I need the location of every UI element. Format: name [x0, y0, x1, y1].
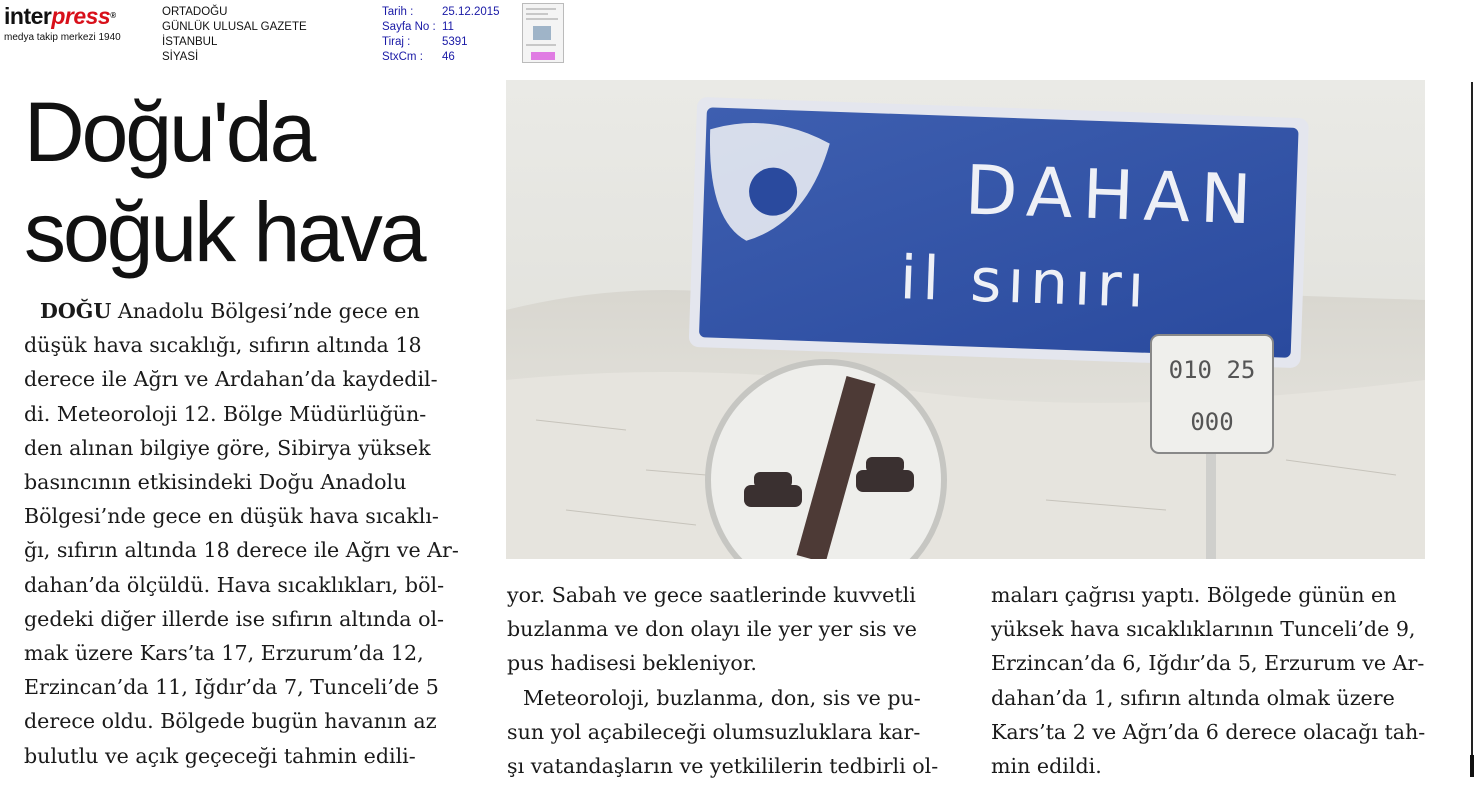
page-thumbnail[interactable]: [522, 3, 564, 63]
page-edge-marker: [1470, 755, 1474, 777]
article-line: mak üzere Kars’ta 17, Erzurum’da 12,: [24, 641, 424, 666]
km-marker-top: 010 25: [1168, 356, 1256, 384]
article-line: yor. Sabah ve gece saatlerinde kuvvetli: [507, 583, 916, 607]
meta-date-label: Tarih :: [382, 6, 414, 18]
article-line: min edildi.: [991, 754, 1102, 779]
article-line: sun yol açabileceği olumsuzluklara kar-: [507, 719, 921, 744]
article-line: di. Meteoroloji 12. Bölge Müdürlüğün-: [24, 401, 427, 426]
article-line: den alınan bilgiye göre, Sibirya yüksek: [24, 435, 431, 460]
publication-city: İSTANBUL: [162, 36, 218, 48]
article-line: yüksek hava sıcaklıklarının Tunceli’de 9,: [991, 617, 1416, 642]
article-line: şı vatandaşların ve yetkililerin tedbirli ol-: [507, 754, 939, 779]
article-column-1: [24, 294, 459, 773]
meta-stxcm-label: StxCm :: [382, 51, 423, 63]
article-column-3: [991, 578, 1425, 783]
article-headline: [24, 82, 494, 282]
snowy-road-sign-image: [506, 80, 1425, 559]
meta-date-value: 25.12.2015: [442, 6, 500, 18]
publication-type: GÜNLÜK ULUSAL GAZETE: [162, 21, 307, 33]
publication-name: ORTADOĞU: [162, 6, 228, 18]
article-line: Erzincan’da 11, Iğdır’da 7, Tunceli’de 5: [24, 675, 439, 700]
meta-stxcm-value: 46: [442, 51, 455, 63]
article-line: Erzincan’da 6, Iğdır’da 5, Erzurum ve Ar-: [991, 651, 1425, 676]
sign-text-line-2: il sınırı: [898, 243, 1152, 322]
article-line: Kars’ta 2 ve Ağrı’da 6 derece olacağı tah-: [991, 719, 1426, 744]
article-line: düşük hava sıcaklığı, sıfırın altında 18: [24, 333, 422, 358]
logo-wordmark: interpress®: [4, 3, 116, 29]
article-line: derece ile Ağrı ve Ardahan’da kaydedil-: [24, 367, 438, 392]
publication-info: [162, 5, 307, 65]
lead-word: DOĞU: [40, 299, 112, 323]
article-line: maları çağrısı yaptı. Bölgede günün en: [991, 583, 1397, 607]
article-photo: [506, 80, 1425, 559]
article-line: dahan’da ölçüldü. Hava sıcaklıkları, böl-: [24, 572, 445, 597]
meta-page-label: Sayfa No :: [382, 21, 436, 33]
km-marker-bottom: 000: [1190, 408, 1234, 436]
article-line: ğı, sıfırın altında 18 derece ile Ağrı ve Ar-: [24, 538, 459, 563]
article-line: basıncının etkisindeki Doğu Anadolu: [24, 470, 407, 495]
headline-line-1: Doğu'da: [24, 85, 314, 179]
logo-tagline: medya takip merkezi 1940: [4, 32, 121, 43]
article-line: dahan’da 1, sıfırın altında olmak üzere: [991, 685, 1395, 710]
article-line: gedeki diğer illerde ise sıfırın altında ol-: [24, 606, 445, 631]
article-column-2: [507, 578, 938, 783]
article-line: DOĞU Anadolu Bölgesi’nde gece en: [40, 299, 420, 323]
clipping-meta: [382, 5, 500, 65]
article-line: bulutlu ve açık geçeceği tahmin edili-: [24, 743, 416, 768]
meta-page-value: 11: [442, 21, 454, 33]
publication-category: SİYASİ: [162, 51, 199, 63]
meta-circulation-value: 5391: [442, 36, 468, 48]
article-line: pus hadisesi bekleniyor.: [507, 651, 757, 676]
page-edge-rule: [1471, 82, 1473, 774]
headline-line-2: soğuk hava: [24, 185, 424, 279]
sign-text-line-1: DAHAN: [963, 151, 1263, 241]
article-line: derece oldu. Bölgede bugün havanın az: [24, 709, 437, 734]
meta-circulation-label: Tiraj :: [382, 36, 411, 48]
article-line: Meteoroloji, buzlanma, don, sis ve pu-: [523, 685, 921, 710]
article-line: buzlanma ve don olayı ile yer yer sis ve: [507, 617, 917, 642]
thumbnail-highlight: [531, 52, 555, 60]
interpress-logo: [4, 4, 154, 43]
article-line: Bölgesi’nde gece en düşük hava sıcaklı-: [24, 504, 439, 529]
